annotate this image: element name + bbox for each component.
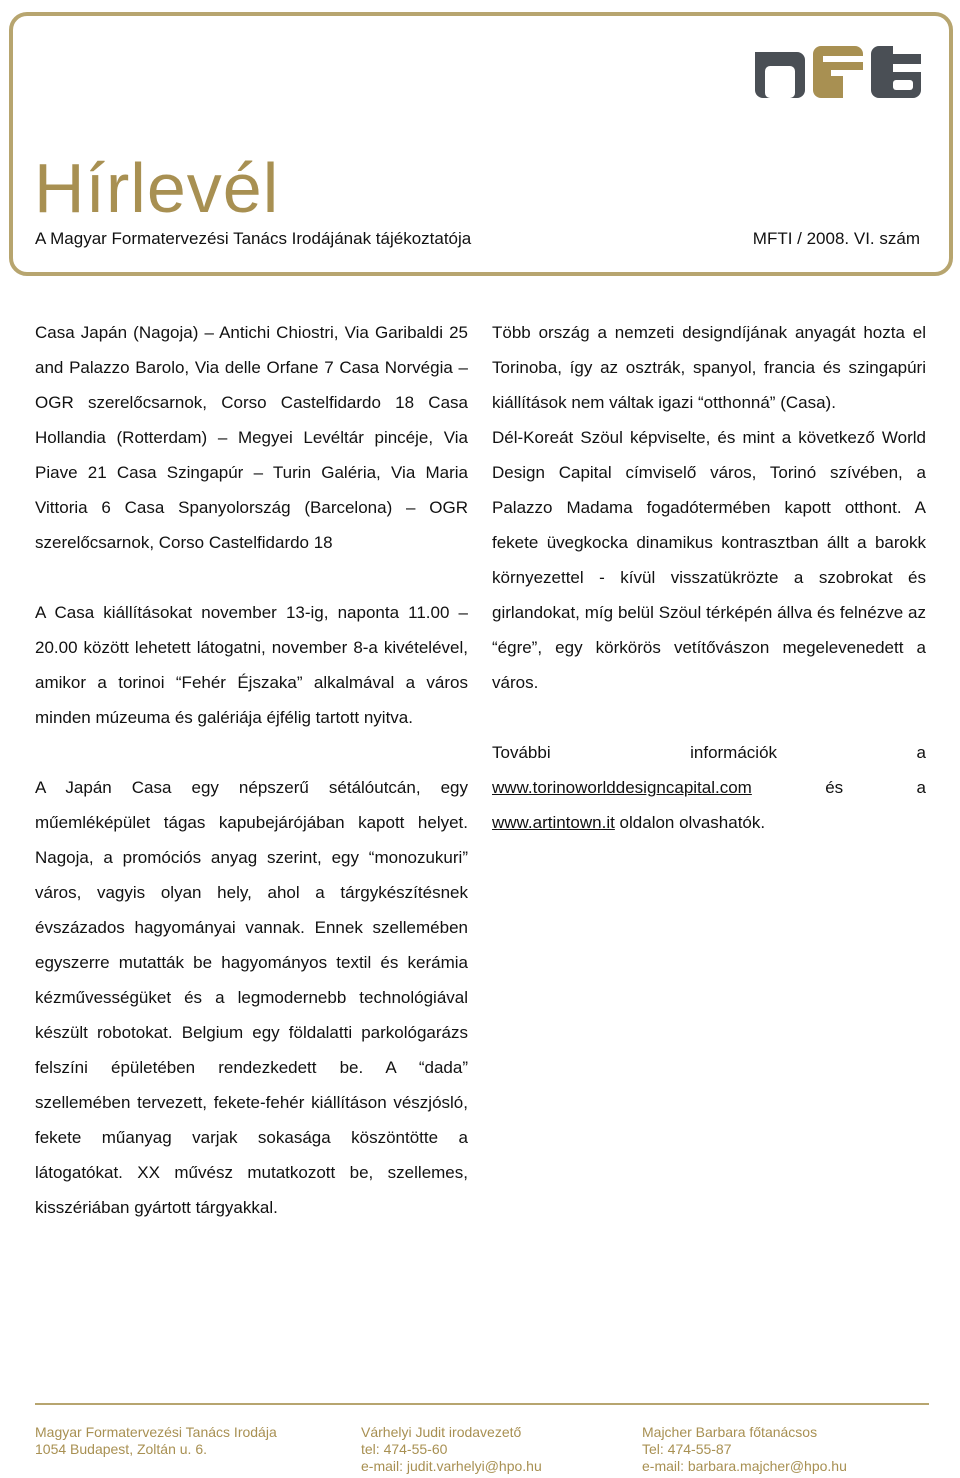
info-line (492, 805, 926, 840)
footer-office (35, 1424, 277, 1458)
footer-divider (35, 1403, 929, 1405)
info-line (492, 770, 926, 805)
info-word: információk (690, 743, 778, 762)
opening-hours-paragraph: A Casa kiállításokat november 13-ig, naponta 11.00 – 20.00 között lehetett látogatni, november 8-a kivételével, amikor a torinoi “Fehér Éjszaka” alkalmával a város minden múzeuma és galériája éjfélig tartott nyitva. (35, 603, 468, 727)
mft-logo-icon (755, 46, 923, 98)
info-tail: oldalon olvashatók. (614, 813, 766, 832)
info-word: a (916, 778, 926, 797)
footer-contact-email[interactable]: e-mail: barbara.majcher@hpo.hu (642, 1458, 847, 1474)
artintown-link[interactable]: www.artintown.it (492, 813, 615, 832)
info-line (492, 735, 926, 770)
left-column (35, 315, 468, 1225)
footer-contact-email[interactable]: e-mail: judit.varhelyi@hpo.hu (361, 1458, 542, 1474)
venue-list: Casa Japán (Nagoja) – Antichi Chiostri, Via Garibaldi 25 and Palazzo Barolo, Via delle Orfane 7 Casa Norvégia – OGR szerelőcsarnok, Corso Castelfidardo 18 Casa Hollandia (Rotterdam) – Megyei Levéltár pincéje, Via Piave 21 Casa Szingapúr – Turin Galéria, Via Maria Vittoria 6 Casa Spanyolország (Barcelona) – OGR szerelőcsarnok, Corso Castelfidardo 18 (35, 323, 468, 552)
header-subtitle: A Magyar Formatervezési Tanács Irodájának tájékoztatója (35, 229, 472, 248)
info-word: a (916, 743, 926, 762)
footer-contact-phone: Tel: 474-55-87 (642, 1441, 732, 1457)
countries-paragraph: Több ország a nemzeti designdíjának anyagát hozta el Torinoba, így az osztrák, spanyol, francia és szingapúri kiállítások nem váltak igazi “otthonná” (Casa). (492, 323, 926, 412)
info-word: és (825, 778, 844, 797)
footer-contact-1 (361, 1424, 542, 1475)
footer-contact-phone: tel: 474-55-60 (361, 1441, 448, 1457)
footer-contact-2 (642, 1424, 847, 1475)
footer-office-name: Magyar Formatervezési Tanács Irodája (35, 1424, 277, 1440)
torino-wdc-link[interactable]: www.torinoworlddesigncapital.com (492, 778, 752, 797)
korea-paragraph: Dél-Koreát Szöul képviselte, és mint a következő World Design Capital címviselő város, Torinó szívében, a Palazzo Madama fogadótermében kapott otthont. A fekete üvegkocka dinamikus kontrasztban állt a barokk környezettel - kívül visszatükrözte a szobrokat és girlandokat, míg belül Szöul térképén állva és felnézve az “égre”, egy körkörös vetítővászon megelevenedett a város. (492, 428, 926, 692)
right-column (492, 315, 926, 840)
japan-casa-paragraph: A Japán Casa egy népszerű sétálóutcán, egy műemléképület tágas kapubejárójában kapott helyet. Nagoja, a promóciós anyag szerint, egy “monozukuri” város, vagyis olyan hely, ahol a tárgykészítésnek évszázados hagyományai vannak. Ennek szellemében egyszerre mutatták be hagyományos textil és kerámia kézművességüket és a legmodernebb technológiával készült robotokat. Belgium egy földalatti parkológarázs felszíni épületében rendezkedett be. A “dada” szellemében tervezett, fekete-fehér kiállításon vészjósló, fekete műanyag varjak sokasága köszöntötte a látogatókat. XX művész mutatkozott be, szellemes, kisszériában gyártott tárgyakkal. (35, 778, 468, 1217)
footer-contact-name: Majcher Barbara főtanácsos (642, 1424, 818, 1440)
issue-number: MFTI / 2008. VI. szám (752, 229, 920, 248)
info-word: További (492, 743, 551, 762)
footer-office-address: 1054 Budapest, Zoltán u. 6. (35, 1441, 208, 1457)
footer-contact-name: Várhelyi Judit irodavezető (361, 1424, 522, 1440)
newsletter-title: Hírlevél (34, 149, 280, 227)
